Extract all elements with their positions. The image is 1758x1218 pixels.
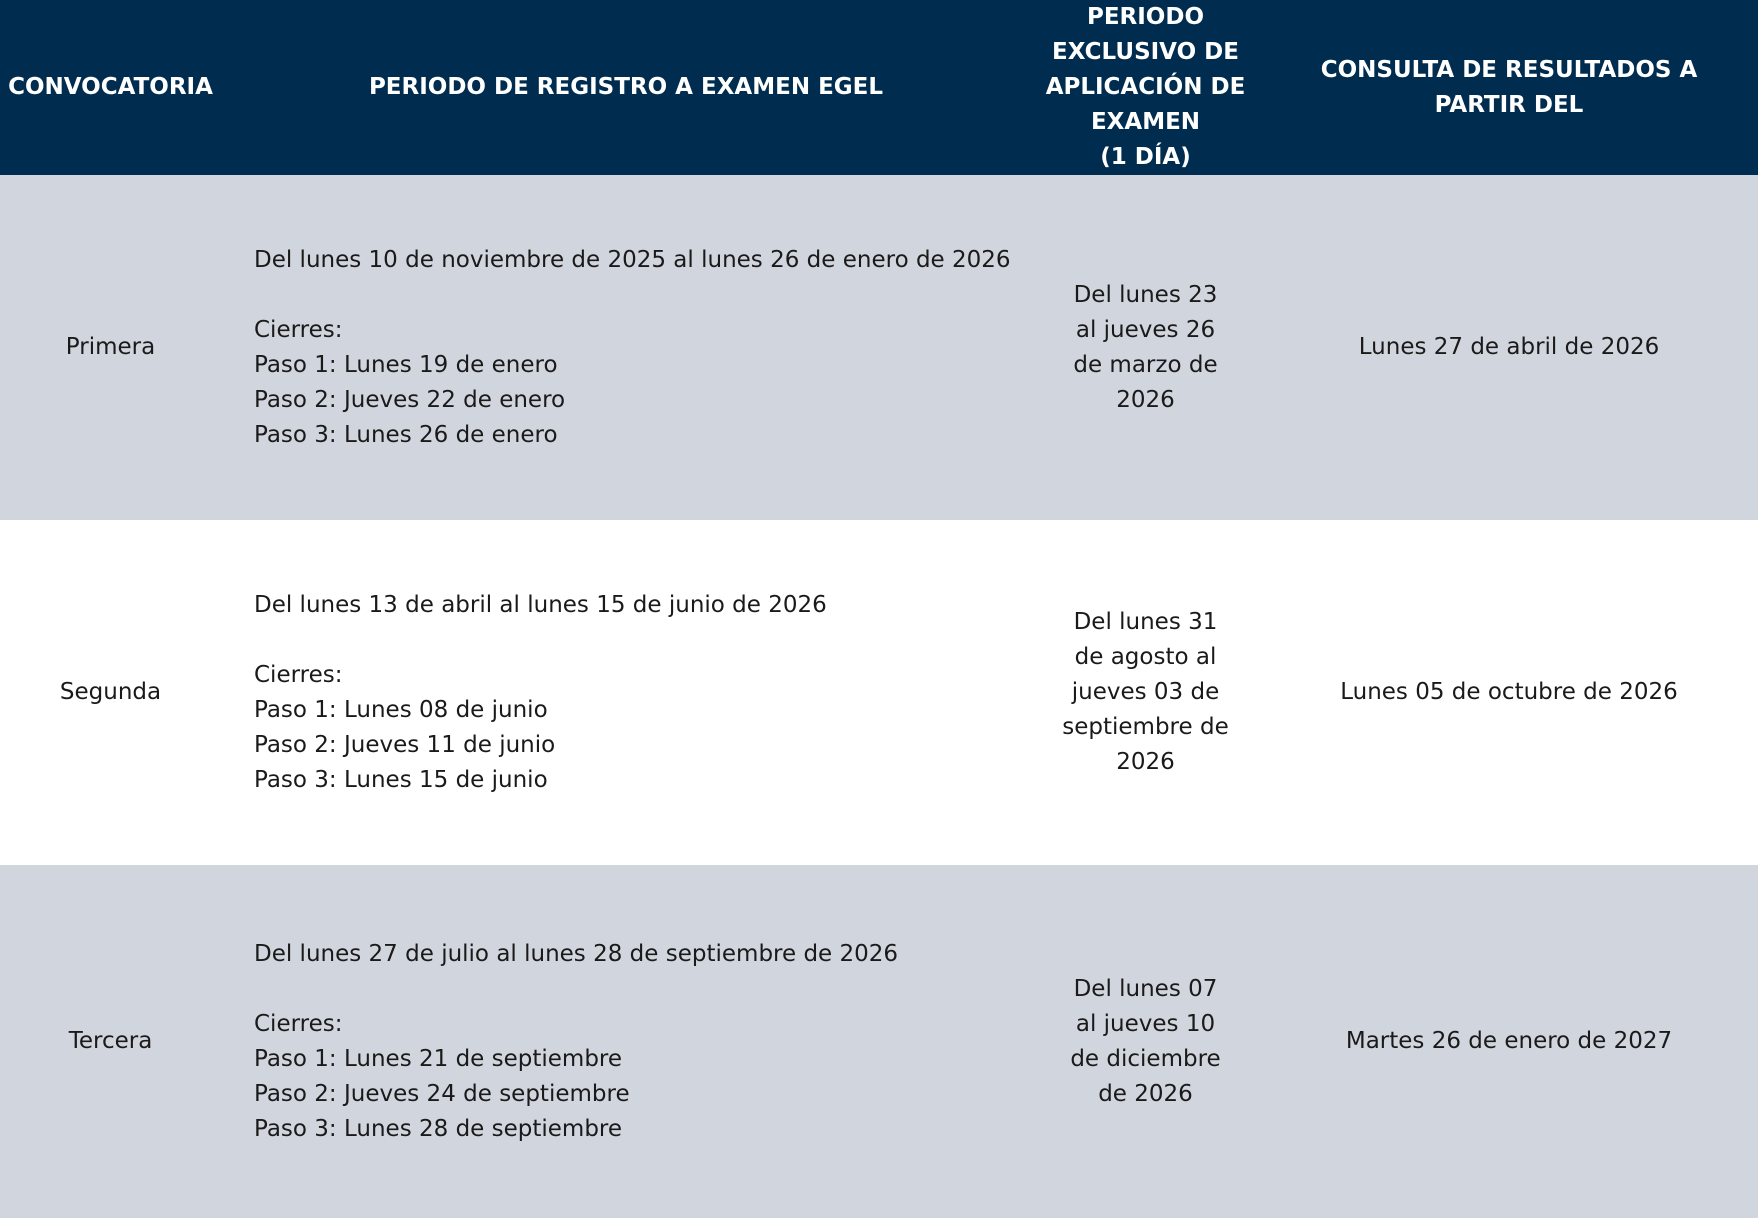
cierres-label: Cierres: — [254, 661, 343, 688]
spacer — [254, 623, 1011, 658]
convocatoria-cell: Primera — [0, 175, 221, 520]
registro-cell — [221, 865, 1031, 1218]
aplicacion-cell: Del lunes 07 al jueves 10 de diciembre de 2026 — [1031, 865, 1260, 1218]
registro-periodo: Del lunes 13 de abril al lunes 15 de junio de 2026 — [254, 591, 827, 618]
header-consulta-resultados: CONSULTA DE RESULTADOS A PARTIR DEL — [1260, 0, 1758, 175]
spacer — [254, 972, 1011, 1007]
convocatoria-cell: Segunda — [0, 520, 221, 865]
header-periodo-aplicacion: PERIODO EXCLUSIVO DE APLICACIÓN DE EXAMEN (1 DÍA) — [1031, 0, 1260, 175]
table-row — [0, 520, 1758, 865]
convocatoria-cell: Tercera — [0, 865, 221, 1218]
header-convocatoria: CONVOCATORIA — [0, 0, 221, 175]
registro-periodo: Del lunes 27 de julio al lunes 28 de septiembre de 2026 — [254, 940, 899, 967]
cierres-label: Cierres: — [254, 316, 343, 343]
cierre-paso-3: Paso 3: Lunes 26 de enero — [254, 421, 558, 448]
cierre-paso-2: Paso 2: Jueves 11 de junio — [254, 731, 556, 758]
resultados-cell: Martes 26 de enero de 2027 — [1260, 865, 1758, 1218]
cierre-paso-1: Paso 1: Lunes 19 de enero — [254, 351, 558, 378]
table-row — [0, 865, 1758, 1218]
cierre-paso-3: Paso 3: Lunes 15 de junio — [254, 766, 548, 793]
cierres-label: Cierres: — [254, 1010, 343, 1037]
cierre-paso-3: Paso 3: Lunes 28 de septiembre — [254, 1115, 623, 1142]
spacer — [254, 278, 1011, 313]
header-periodo-registro: PERIODO DE REGISTRO A EXAMEN EGEL — [221, 0, 1031, 175]
aplicacion-cell: Del lunes 23 al jueves 26 de marzo de 2026 — [1031, 175, 1260, 520]
aplicacion-cell: Del lunes 31 de agosto al jueves 03 de septiembre de 2026 — [1031, 520, 1260, 865]
registro-cell — [221, 175, 1031, 520]
cierre-paso-2: Paso 2: Jueves 24 de septiembre — [254, 1080, 630, 1107]
resultados-cell: Lunes 27 de abril de 2026 — [1260, 175, 1758, 520]
table-header-row — [0, 0, 1758, 175]
registro-periodo: Del lunes 10 de noviembre de 2025 al lunes 26 de enero de 2026 — [254, 246, 1011, 273]
registro-cell — [221, 520, 1031, 865]
resultados-cell: Lunes 05 de octubre de 2026 — [1260, 520, 1758, 865]
cierre-paso-2: Paso 2: Jueves 22 de enero — [254, 386, 566, 413]
cierre-paso-1: Paso 1: Lunes 21 de septiembre — [254, 1045, 623, 1072]
table-row — [0, 175, 1758, 520]
cierre-paso-1: Paso 1: Lunes 08 de junio — [254, 696, 548, 723]
